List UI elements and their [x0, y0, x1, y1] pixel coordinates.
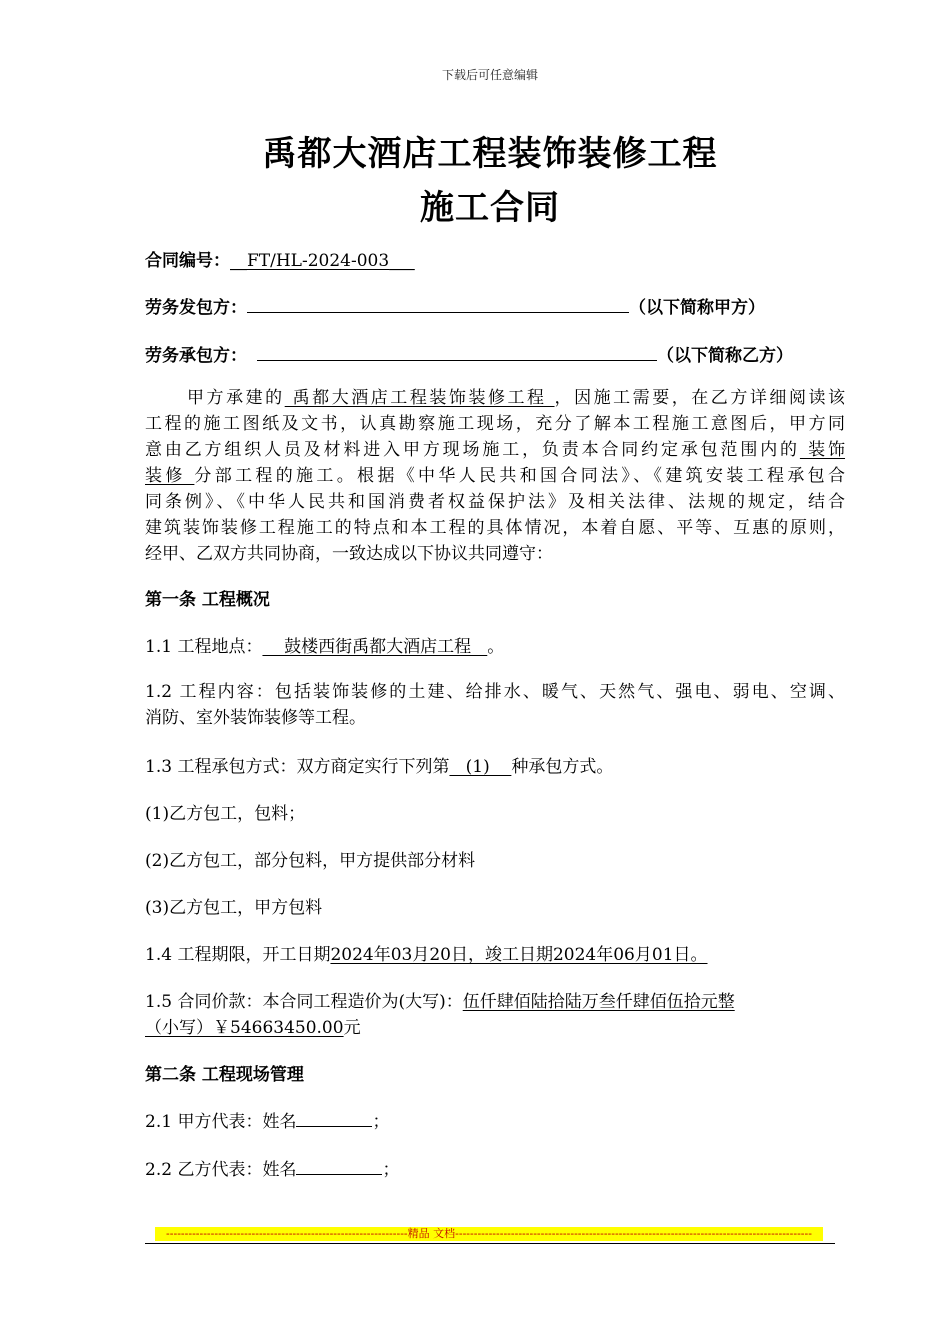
- contract-number-value: __FT/HL-2024-003___: [230, 251, 415, 271]
- intro-line: 经甲、乙双方共同协商，一致达成以下协议共同遵守：: [145, 544, 553, 564]
- party-b-label: 劳务承包方：: [145, 346, 247, 366]
- footer-rule: [145, 1243, 835, 1244]
- clause-1-2-line: 1.2 工程内容：包括装饰装修的土建、给排水、暖气、天然气、强电、弱电、空调、: [145, 682, 845, 702]
- contract-mode-choice: (1): [449, 757, 512, 777]
- clause-2-2: 2.2 乙方代表：姓名 ；: [145, 1160, 400, 1180]
- header-note: 下载后可任意编辑: [441, 68, 538, 82]
- intro-line: 甲方承建的 禹都大酒店工程装饰装修工程 ，因施工需要，在乙方详细阅读该: [187, 388, 846, 408]
- option-2: (2)乙方包工，部分包料，甲方提供部分材料: [145, 851, 476, 871]
- option-1: (1)乙方包工，包料；: [145, 804, 306, 824]
- article-1-heading: 第一条 工程概况: [145, 590, 270, 610]
- party-a-suffix: （以下简称甲方）: [629, 298, 765, 318]
- clause-1-2: [145, 679, 845, 731]
- intro-line: 工程的施工图纸及文书，认真勘察施工现场，充分了解本工程施工意图后，甲方同: [145, 414, 845, 434]
- party-a-rep-blank[interactable]: [296, 1110, 372, 1127]
- project-name: 禹都大酒店工程装饰装修工程: [284, 388, 555, 408]
- intro-line: 建筑装饰装修工程施工的特点和本工程的具体情况，本着自愿、平等、互惠的原则，: [145, 518, 845, 538]
- site-location: 鼓楼西街禹都大酒店工程: [262, 637, 488, 657]
- scope-text: 装饰: [799, 440, 846, 460]
- project-dates: 2024年03月20日，竣工日期2024年06月01日。: [330, 945, 708, 965]
- clause-1-2-line: 消防、室外装饰装修等工程。: [145, 708, 366, 728]
- option-3: (3)乙方包工，甲方包料: [145, 898, 323, 918]
- contract-price-figures: （小写）￥54663450.00: [145, 1018, 344, 1038]
- intro-paragraph: [145, 385, 845, 567]
- document-title: 禹都大酒店工程装饰装修工程: [262, 134, 718, 174]
- contract-number-label: 合同编号：: [145, 251, 230, 271]
- party-a-line: [145, 293, 765, 318]
- clause-2-1: 2.1 甲方代表：姓名 ；: [145, 1112, 390, 1132]
- intro-line: 同条例》、《中华人民共和国消费者权益保护法》及相关法律、法规的规定，结合: [145, 492, 845, 512]
- scope-text-cont: 装修: [145, 466, 195, 486]
- party-b-line: [145, 341, 793, 366]
- party-a-blank[interactable]: [247, 296, 629, 313]
- intro-line: 装修 分部工程的施工。根据《中华人民共和国合同法》、《建筑安装工程承包合: [145, 466, 846, 486]
- party-a-label: 劳务发包方：: [145, 298, 247, 318]
- intro-line: 意由乙方组织人员及材料进入甲方现场施工，负责本合同约定承包范围内的 装饰: [145, 440, 846, 460]
- contract-number-line: [145, 246, 415, 271]
- clause-1-4: 1.4 工程期限，开工日期2024年03月20日，竣工日期2024年06月01日。: [145, 945, 708, 965]
- party-b-suffix: （以下简称乙方）: [657, 346, 793, 366]
- footer-label: 精品 文档: [407, 1227, 456, 1240]
- document-subtitle: 施工合同: [420, 188, 560, 228]
- clause-1-1: 1.1 工程地点： 鼓楼西街禹都大酒店工程 。: [145, 637, 505, 657]
- clause-1-5: 1.5 合同价款：本合同工程造价为(大写)：伍仟肆佰陆拾陆万叁仟肆佰伍拾元整: [145, 992, 735, 1012]
- article-2-heading: 第二条 工程现场管理: [145, 1065, 304, 1085]
- contract-price-words: 伍仟肆佰陆拾陆万叁仟肆佰伍拾元整: [462, 992, 735, 1012]
- clause-1-5-cont: （小写）￥54663450.00元: [145, 1018, 361, 1038]
- party-b-rep-blank[interactable]: [296, 1158, 382, 1175]
- clause-1-3: 1.3 工程承包方式：双方商定实行下列第 (1) 种承包方式。: [145, 757, 614, 777]
- footer-banner: -----------------------------------------------------------------精品 文档------------------------------------------------------------------------------------------------: [155, 1227, 823, 1241]
- party-b-blank[interactable]: [257, 344, 657, 361]
